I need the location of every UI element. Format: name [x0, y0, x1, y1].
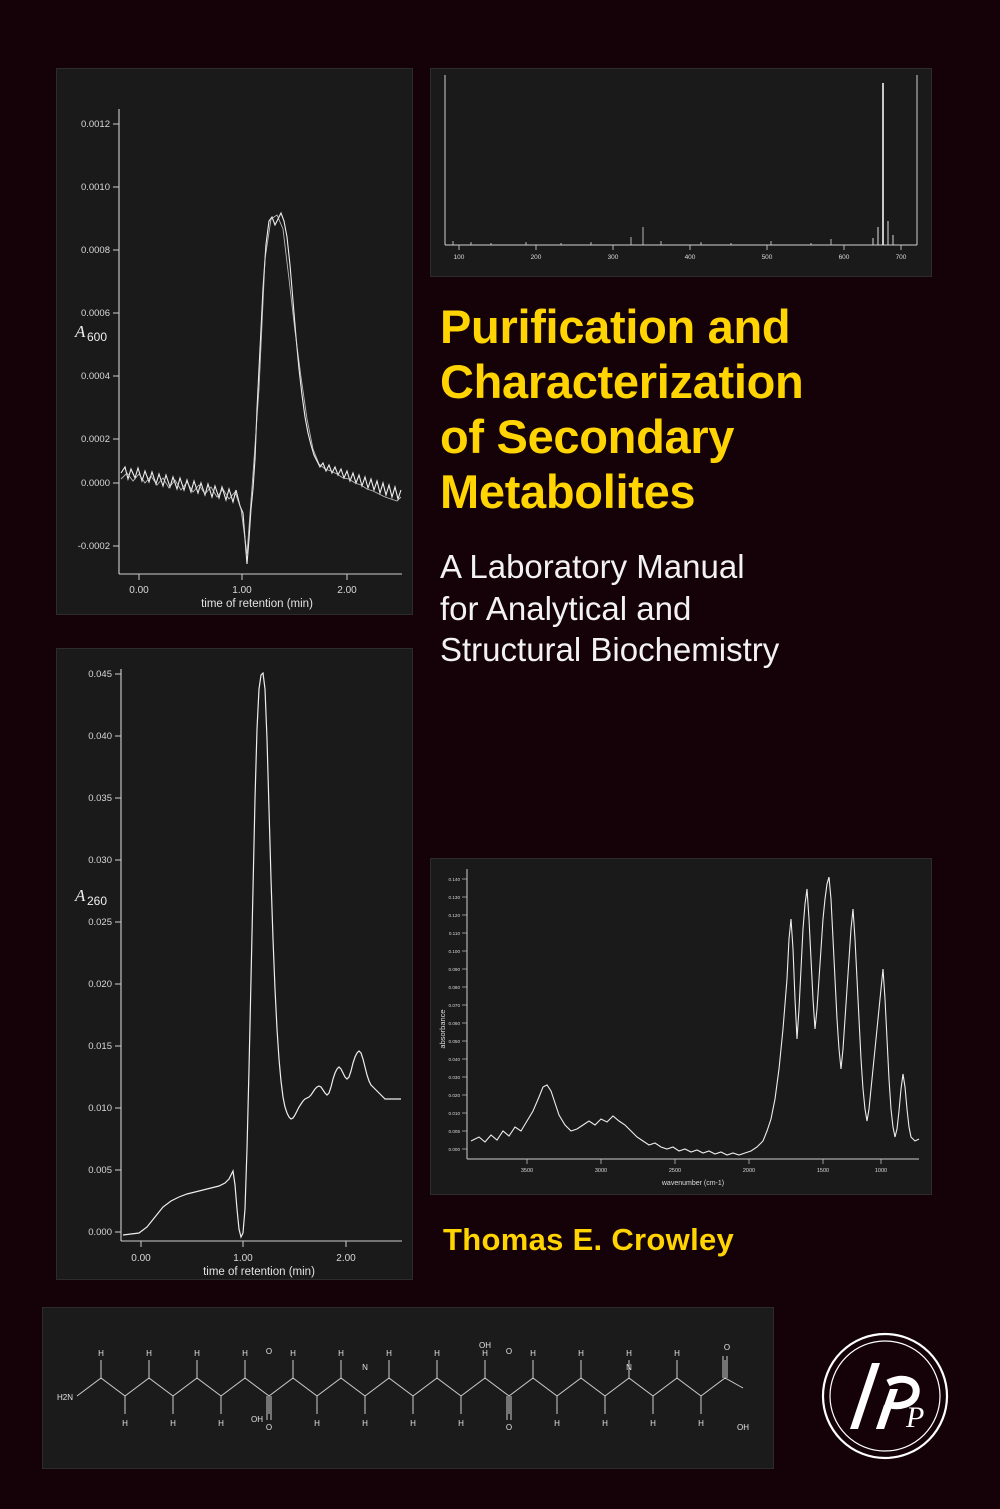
figure-chemical-structure — [42, 1307, 774, 1469]
svg-text:N: N — [626, 1363, 632, 1372]
publisher-logo — [820, 1331, 950, 1461]
svg-text:0.0012: 0.0012 — [80, 119, 110, 130]
svg-text:H: H — [362, 1419, 368, 1428]
svg-text:1.00: 1.00 — [233, 1253, 253, 1264]
svg-text:H: H — [410, 1419, 416, 1428]
svg-text:3500: 3500 — [520, 1168, 534, 1174]
title-block — [440, 300, 960, 671]
svg-text:0.00: 0.00 — [129, 585, 149, 596]
svg-text:H: H — [602, 1419, 608, 1428]
svg-text:H: H — [482, 1349, 488, 1358]
svg-text:0.070: 0.070 — [448, 1003, 460, 1008]
svg-text:0.0006: 0.0006 — [80, 308, 110, 319]
svg-text:0.020: 0.020 — [448, 1093, 460, 1098]
svg-text:H: H — [290, 1349, 296, 1358]
svg-text:H: H — [98, 1349, 104, 1358]
svg-text:1500: 1500 — [816, 1168, 830, 1174]
figure-chromatogram-a260 — [56, 648, 413, 1280]
svg-text:O: O — [265, 1347, 273, 1356]
svg-text:H: H — [218, 1419, 224, 1428]
svg-text:0.000: 0.000 — [88, 1227, 112, 1238]
svg-text:400: 400 — [684, 254, 696, 261]
svg-text:2.00: 2.00 — [337, 585, 357, 596]
svg-text:time of retention (min): time of retention (min) — [201, 598, 313, 610]
svg-text:H: H — [674, 1349, 680, 1358]
svg-text:H: H — [338, 1349, 344, 1358]
svg-text:0.090: 0.090 — [448, 967, 460, 972]
svg-text:0.050: 0.050 — [448, 1039, 460, 1044]
svg-text:H: H — [194, 1349, 200, 1358]
svg-text:H: H — [434, 1349, 440, 1358]
svg-text:time of retention (min): time of retention (min) — [203, 1266, 315, 1278]
svg-text:O: O — [505, 1423, 513, 1432]
figure-chromatogram-a600 — [56, 68, 413, 615]
svg-text:0.045: 0.045 — [88, 669, 112, 680]
svg-text:O: O — [265, 1423, 273, 1432]
publisher-mark-text: P — [906, 1401, 925, 1434]
svg-text:0.005: 0.005 — [448, 1129, 460, 1134]
svg-text:0.080: 0.080 — [448, 985, 460, 990]
svg-text:N: N — [362, 1363, 368, 1372]
svg-text:260: 260 — [87, 894, 108, 908]
title-line-3: of Secondary — [440, 409, 735, 463]
svg-text:2.00: 2.00 — [336, 1253, 356, 1264]
svg-text:500: 500 — [761, 254, 773, 261]
svg-text:H: H — [314, 1419, 320, 1428]
svg-text:600: 600 — [87, 330, 108, 344]
title-line-2: Characterization — [440, 354, 804, 408]
svg-text:200: 200 — [530, 254, 542, 261]
svg-text:H: H — [170, 1419, 176, 1428]
figure-mass-spectrum — [430, 68, 932, 277]
svg-text:0.0004: 0.0004 — [80, 371, 110, 382]
svg-text:O: O — [505, 1347, 513, 1356]
svg-text:0.0002: 0.0002 — [80, 434, 110, 445]
svg-text:0.000: 0.000 — [448, 1147, 460, 1152]
svg-text:1.00: 1.00 — [232, 585, 252, 596]
title-line-4: Metabolites — [440, 464, 696, 518]
svg-text:A: A — [75, 322, 86, 341]
svg-text:0.010: 0.010 — [88, 1103, 112, 1114]
svg-text:0.110: 0.110 — [448, 931, 460, 936]
subtitle-line-3: Structural Biochemistry — [440, 631, 780, 669]
svg-text:0.0000: 0.0000 — [80, 478, 110, 489]
svg-text:0.130: 0.130 — [448, 895, 460, 900]
svg-text:0.060: 0.060 — [448, 1021, 460, 1026]
svg-text:absorbance: absorbance — [438, 1009, 447, 1049]
subtitle-line-1: A Laboratory Manual — [440, 547, 745, 585]
svg-text:0.0010: 0.0010 — [80, 182, 110, 193]
svg-text:0.020: 0.020 — [88, 979, 112, 990]
svg-text:H: H — [242, 1349, 248, 1358]
svg-text:1000: 1000 — [874, 1168, 888, 1174]
svg-text:O: O — [723, 1343, 731, 1352]
svg-text:3000: 3000 — [594, 1168, 608, 1174]
svg-text:H2N: H2N — [56, 1393, 74, 1402]
svg-text:300: 300 — [607, 254, 619, 261]
svg-text:0.005: 0.005 — [88, 1165, 112, 1176]
svg-text:-0.0002: -0.0002 — [77, 541, 110, 552]
figure-ir-spectrum — [430, 858, 932, 1195]
svg-text:100: 100 — [453, 254, 465, 261]
book-subtitle — [440, 546, 960, 671]
svg-text:0.0008: 0.0008 — [80, 245, 110, 256]
svg-text:0.015: 0.015 — [88, 1041, 112, 1052]
svg-text:OH: OH — [479, 1341, 491, 1350]
svg-text:700: 700 — [895, 254, 907, 261]
svg-text:600: 600 — [838, 254, 850, 261]
svg-text:0.120: 0.120 — [448, 913, 460, 918]
svg-text:0.035: 0.035 — [88, 793, 112, 804]
svg-text:H: H — [458, 1419, 464, 1428]
svg-text:0.030: 0.030 — [448, 1075, 460, 1080]
book-title — [440, 300, 960, 520]
svg-text:OH: OH — [251, 1415, 263, 1424]
svg-text:wavenumber (cm-1): wavenumber (cm-1) — [661, 1180, 725, 1187]
svg-text:A: A — [75, 886, 86, 905]
author-name: Thomas E. Crowley — [443, 1222, 735, 1257]
svg-text:0.025: 0.025 — [88, 917, 112, 928]
svg-text:0.030: 0.030 — [88, 855, 112, 866]
svg-text:H: H — [386, 1349, 392, 1358]
svg-text:H: H — [146, 1349, 152, 1358]
subtitle-line-2: for Analytical and — [440, 589, 692, 627]
svg-text:H: H — [698, 1419, 704, 1428]
svg-text:H: H — [626, 1349, 632, 1358]
svg-text:0.040: 0.040 — [448, 1057, 460, 1062]
svg-text:2000: 2000 — [742, 1168, 756, 1174]
svg-text:H: H — [554, 1419, 560, 1428]
svg-text:0.100: 0.100 — [448, 949, 460, 954]
svg-text:0.140: 0.140 — [448, 877, 460, 882]
svg-text:H: H — [122, 1419, 128, 1428]
svg-text:H: H — [578, 1349, 584, 1358]
svg-text:OH: OH — [737, 1423, 749, 1432]
svg-text:H: H — [530, 1349, 536, 1358]
svg-text:0.010: 0.010 — [448, 1111, 460, 1116]
svg-text:0.00: 0.00 — [131, 1253, 151, 1264]
svg-text:0.040: 0.040 — [88, 731, 112, 742]
svg-text:2500: 2500 — [668, 1168, 682, 1174]
svg-text:H: H — [650, 1419, 656, 1428]
title-line-1: Purification and — [440, 300, 791, 353]
